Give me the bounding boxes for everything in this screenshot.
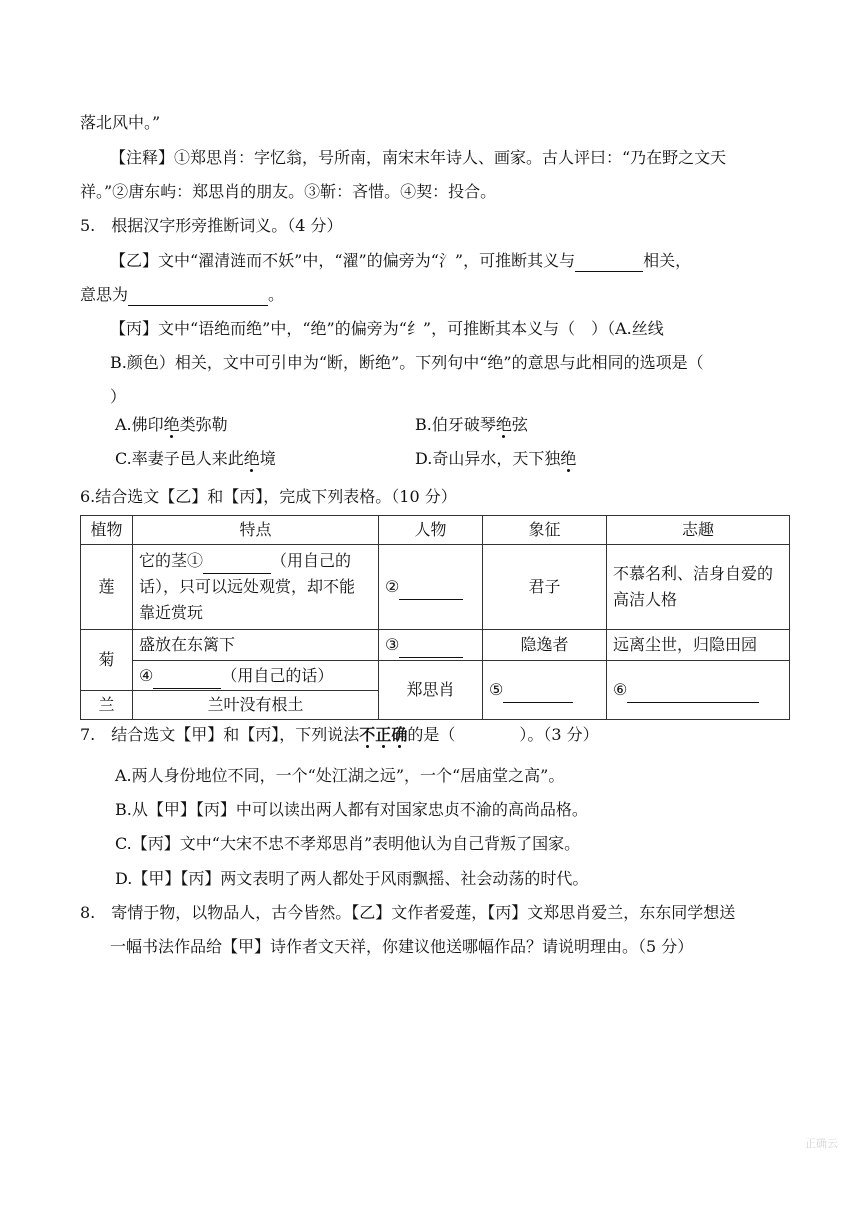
chrys-feature2-text: （用自己的话） [221, 665, 334, 685]
table-header-row [81, 516, 790, 545]
q5-option-b-dotted: 绝 [495, 415, 512, 434]
blank-4[interactable] [153, 670, 221, 689]
blank-1[interactable] [203, 555, 271, 574]
header-interest: 志趣 [607, 516, 790, 545]
table-row-chrysanthemum-2 [81, 661, 790, 691]
lotus-interest-line-2: 高洁人格 [613, 590, 678, 609]
q5-answer-blank-2[interactable] [128, 287, 268, 306]
header-feature: 特点 [133, 516, 379, 545]
q6-stem: 6.结合选文【乙】和【丙】，完成下列表格。（10 分） [80, 487, 457, 506]
q7-dotted-1: 不 [359, 725, 376, 744]
q7-option-a[interactable]: A.两人身份地位不同，一个“处江湖之远”，一个“居庙堂之高”。 [115, 766, 565, 785]
q5-bing-line-1: 【丙】文中“语绝而绝”中，“绝”的偏旁为“纟”，可推断其本义与（ ）（A.丝线 [110, 319, 664, 338]
q5-yi-text-b: 相关， [643, 251, 692, 270]
q5-option-c[interactable] [115, 448, 276, 470]
cell-chrys-feature-2 [133, 661, 379, 691]
q7-option-c[interactable]: C.【丙】文中“大宋不忠不孝郑思肖”表明他认为自己背叛了国家。 [115, 834, 581, 853]
notes-line-1: 【注释】①郑思肖：字忆翁，号所南，南宋末年诗人、画家。古人评曰：“乃在野之文天 [110, 148, 727, 167]
cell-lotus-interest [607, 545, 790, 630]
cell-orchid-interest [607, 661, 790, 720]
header-plant: 植物 [81, 516, 133, 545]
watermark: 正确云 [805, 1137, 838, 1150]
q5-option-a-pre: A.佛印 [115, 415, 164, 434]
q5-yi-text-a: 【乙】文中“濯清涟而不妖”中，“濯”的偏旁为“氵”，可推断其义与 [110, 251, 576, 270]
chrys-person-marker: ③ [385, 635, 400, 654]
blank-2[interactable] [399, 581, 463, 600]
lotus-feature-line-2: 话），只可以远处观赏，却不能 [139, 577, 356, 596]
q5-option-a[interactable] [115, 414, 228, 436]
lotus-person-marker: ② [385, 577, 400, 596]
q5-yi-line [110, 250, 691, 272]
q7-option-b[interactable]: B.从【甲】【丙】中可以读出两人都有对国家忠贞不渝的高尚品格。 [115, 800, 588, 819]
q5-option-c-post: 境 [259, 449, 276, 468]
cell-chrys-symbol: 隐逸者 [483, 630, 607, 661]
blank-6[interactable] [627, 684, 759, 703]
top-line: 落北风中。” [80, 113, 161, 132]
cell-orchid-person: 郑思肖 [379, 661, 483, 720]
q8-line-2: 一幅书法作品给【甲】诗作者文天祥，你建议他送哪幅作品？请说明理由。（5 分） [110, 937, 694, 956]
cell-chrys-plant: 菊 [81, 630, 133, 691]
table-row-chrysanthemum [81, 630, 790, 661]
q8-line-1: 8. 寄情于物，以物品人，古今皆然。【乙】文作者爱莲，【丙】文郑思肖爱兰，东东同学想送 [80, 903, 736, 922]
q5-option-c-pre: C.率妻子邑人来此 [115, 449, 244, 468]
q5-option-a-post: 类弥勒 [179, 415, 228, 434]
q7-stem-a: 7. 结合选文【甲】和【丙】，下列说法 [80, 725, 360, 744]
q5-option-b-pre: B.伯牙破琴 [415, 415, 496, 434]
q5-option-d-dotted: 绝 [560, 449, 577, 468]
chrys-feature2-marker: ④ [139, 665, 154, 685]
orchid-interest-marker: ⑥ [613, 680, 628, 699]
q7-dotted-3: 确 [391, 725, 408, 744]
header-symbol: 象征 [483, 516, 607, 545]
header-person: 人物 [379, 516, 483, 545]
lotus-feature-line-1 [139, 548, 372, 574]
q5-yi-text-d: 。 [268, 285, 285, 304]
cell-orchid-plant: 兰 [81, 691, 133, 720]
q5-bing-line-2: B.颜色）相关，文中可引申为“断，断绝”。下列句中“绝”的意思与此相同的选项是（ [110, 353, 704, 372]
q5-option-d[interactable] [415, 448, 576, 470]
table-row-lotus [81, 545, 790, 630]
q6-table [80, 515, 790, 720]
orchid-symbol-marker: ⑤ [489, 680, 504, 699]
cell-orchid-symbol [483, 661, 607, 720]
cell-lotus-symbol: 君子 [483, 545, 607, 630]
cell-chrys-interest: 远离尘世，归隐田园 [607, 630, 790, 661]
q7-stem [80, 724, 599, 746]
q5-yi-line-2 [80, 284, 284, 306]
q5-option-b-post: 弦 [511, 415, 528, 434]
q5-option-b[interactable] [415, 414, 528, 436]
cell-chrys-feature-1: 盛放在东篱下 [133, 630, 379, 661]
lotus-interest-line-1: 不慕名利、洁身自爱的 [613, 564, 774, 583]
notes-line-2: 祥。”②唐东屿：郑思肖的朋友。③靳：吝惜。④契：投合。 [80, 182, 497, 201]
q5-option-a-dotted: 绝 [163, 415, 180, 434]
q5-yi-text-c: 意思为 [80, 285, 129, 304]
cell-orchid-feature: 兰叶没有根土 [133, 691, 379, 720]
cell-lotus-plant: 莲 [81, 545, 133, 630]
q5-answer-blank-1[interactable] [575, 253, 643, 272]
lotus-feature-line-3: 靠近赏玩 [139, 603, 204, 622]
q5-option-c-dotted: 绝 [243, 449, 260, 468]
q7-dotted-2: 正 [375, 725, 392, 744]
cell-lotus-person [379, 545, 483, 630]
blank-5[interactable] [503, 684, 573, 703]
q5-option-d-pre: D.奇山异水，天下独 [415, 449, 561, 468]
cell-lotus-feature [133, 545, 379, 630]
q5-bing-line-3: ） [110, 387, 127, 406]
q7-option-d[interactable]: D.【甲】【丙】两文表明了两人都处于风雨飘摇、社会动荡的时代。 [115, 869, 589, 888]
blank-3[interactable] [399, 639, 463, 658]
lotus-feature-text-a: 它的茎① [139, 551, 204, 570]
lotus-feature-text-b: （用自己的 [271, 551, 352, 570]
q7-stem-b: 的是（ ）。（3 分） [407, 725, 599, 744]
q5-stem: 5. 根据汉字形旁推断词义。（4 分） [80, 216, 343, 235]
cell-chrys-person [379, 630, 483, 661]
